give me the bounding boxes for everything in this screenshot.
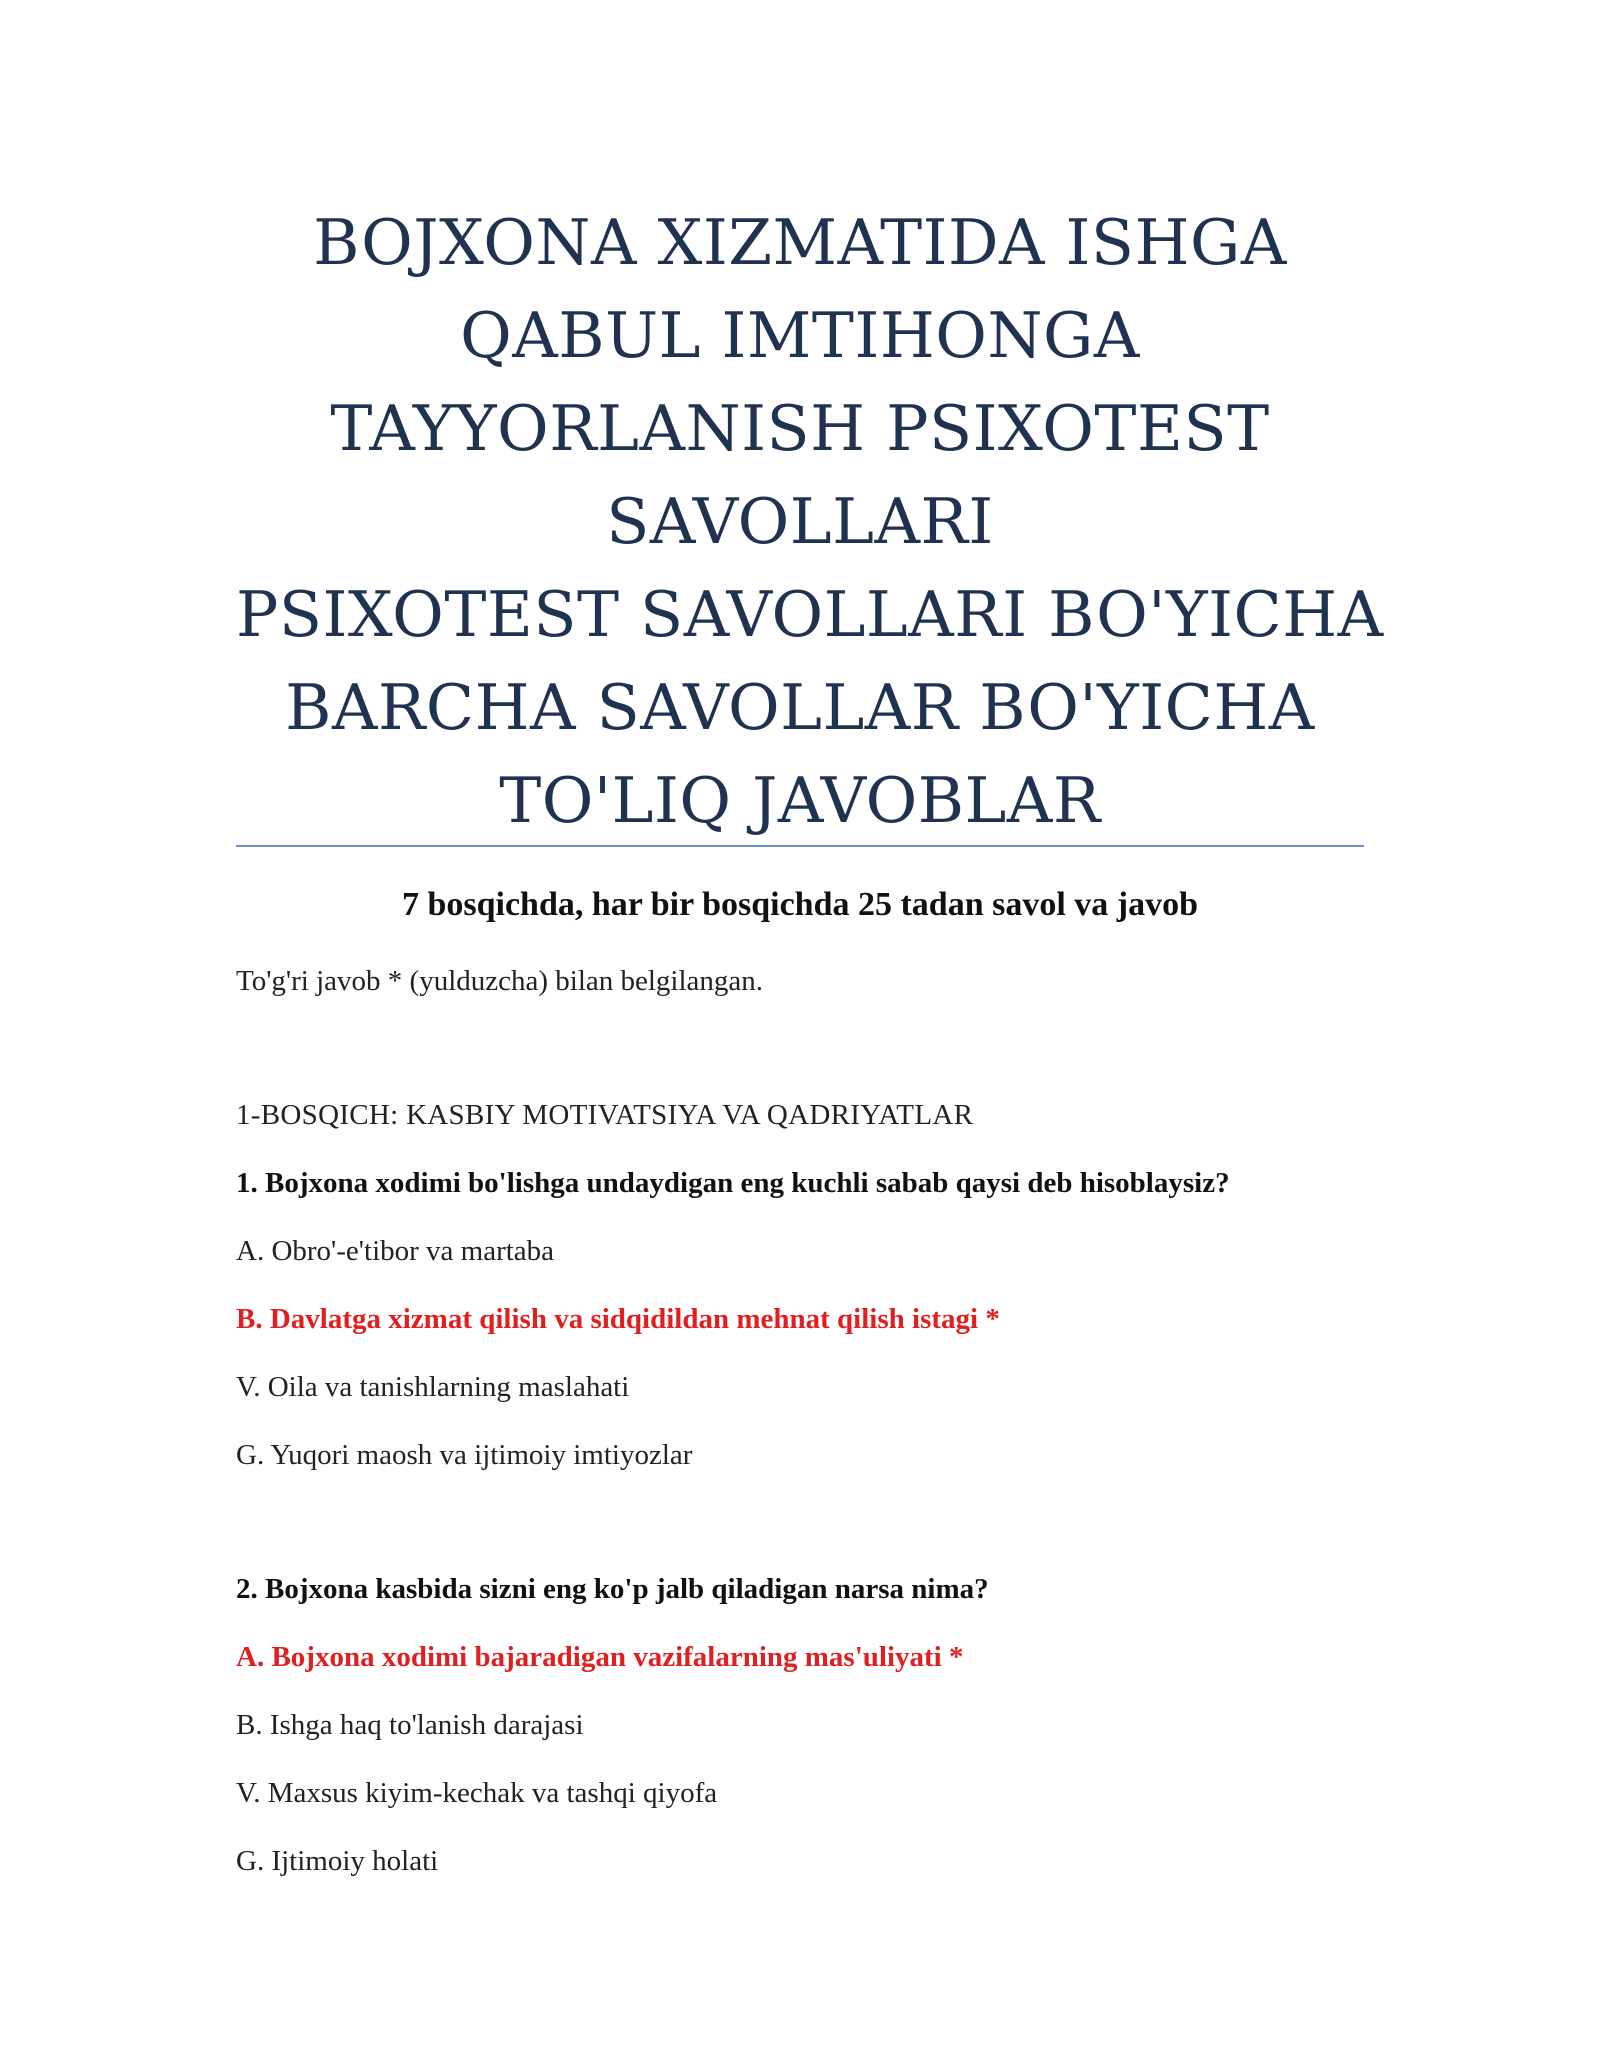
title-line: SAVOLLARI: [606, 485, 994, 558]
question-1-option-a: A. Obro'-e'tibor va martaba: [236, 1235, 555, 1267]
question-2: 2. Bojxona kasbida sizni eng ko'p jalb qiladigan narsa nima?: [236, 1573, 989, 1605]
question-1-option-v: V. Oila va tanishlarning maslahati: [236, 1371, 630, 1403]
title-line: TO'LIQ JAVOBLAR: [499, 764, 1101, 837]
title-line: BOJXONA XIZMATIDA ISHGA: [313, 206, 1287, 279]
question-2-option-b: B. Ishga haq to'lanish darajasi: [236, 1709, 584, 1741]
title-line: QABUL IMTIHONGA: [460, 299, 1140, 372]
question-2-option-v: V. Maxsus kiyim-kechak va tashqi qiyofa: [236, 1777, 718, 1809]
title-line: BARCHA SAVOLLAR BO'YICHA: [285, 671, 1315, 744]
document-subtitle: 7 bosqichda, har bir bosqichda 25 tadan savol va javob: [401, 886, 1199, 923]
title-divider: [236, 845, 1364, 847]
question-1-option-g: G. Yuqori maosh va ijtimoiy imtiyozlar: [236, 1439, 693, 1471]
question-1-option-b-correct: B. Davlatga xizmat qilish va sidqidildan mehnat qilish istagi *: [236, 1303, 1000, 1335]
question-1: 1. Bojxona xodimi bo'lishga undaydigan eng kuchli sabab qaysi deb hisoblaysiz?: [236, 1167, 1230, 1199]
title-line: TAYYORLANISH PSIXOTEST: [330, 392, 1270, 465]
question-2-option-a-correct: A. Bojxona xodimi bajaradigan vazifalarning mas'uliyati *: [236, 1641, 964, 1673]
document-title: [236, 196, 1384, 847]
section-heading: 1-BOSQICH: KASBIY MOTIVATSIYA VA QADRIYATLAR: [236, 1099, 974, 1131]
title-line: PSIXOTEST SAVOLLARI BO'YICHA: [236, 578, 1384, 651]
correct-answer-note: To'g'ri javob * (yulduzcha) bilan belgilangan.: [236, 965, 764, 997]
question-2-option-g: G. Ijtimoiy holati: [236, 1845, 439, 1877]
